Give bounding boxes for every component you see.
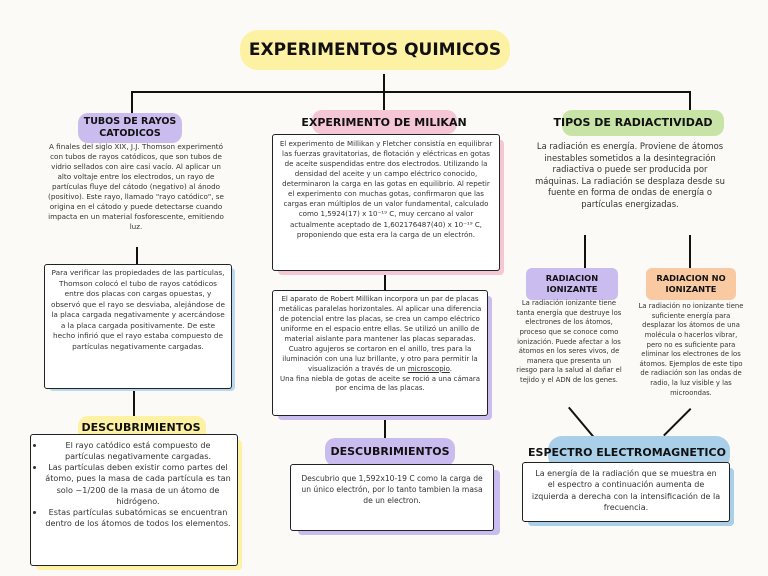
middle-apparatus-box xyxy=(272,290,488,416)
connector xyxy=(689,235,691,268)
list-item: • Estas partículas subatómicas se encuentran dentro de los átomos de todos los elementos. xyxy=(45,507,231,529)
middle-intro-text: El experimento de Millikan y Fletcher consistía en equilibrar las fuerzas gravitatorias, de flotación y eléctricas en gotas de aceite suspendidas entre dos electrodos. Utilizando la densidad del aceite y un campo eléctrico conocido, determinaron la carga en las gotas en equilibrio. Al repetir el experimento con muchas gotas, confirmaron que las cargas eran múltiplos de un valor fundamental, calculado como 1,5924(17) x 10⁻¹⁹ C, muy cercano al valor actualmente aceptado de 1,602176487(40) x 10⁻¹⁹ C, proponiendo que esta era la carga de un electrón. xyxy=(279,139,493,239)
connector xyxy=(383,74,385,92)
connector xyxy=(584,235,586,268)
middle-apparatus-text: El aparato de Robert Millikan incorpora un par de placas metálicas paralelas horizontales. Al aplicar una diferencia de potencial entre las placas, se crea un campo eléctrico uniforme en el espacio entre ellas. Se utilizó un anillo de material aislante para mantener las placas separadas. Cuatro agujeros se cortaron en el anillo, tres para la iluminación con una luz brillante, y otro para permitir la visualización a través de un microscopio. Una fina niebla de gotas de aceite se roció a una cámara por encima de las placas. xyxy=(278,295,482,393)
page-title: EXPERIMENTOS QUIMICOS xyxy=(248,40,502,60)
spectrum-box xyxy=(522,462,730,522)
microscope-link[interactable]: microscopio xyxy=(407,364,450,373)
spectrum-heading: ESPECTRO ELECTROMAGNETICO xyxy=(528,446,726,459)
left-heading: TUBOS DE RAYOS CATODICOS xyxy=(83,116,177,139)
connector xyxy=(131,91,690,93)
non-ionizing-text: La radiación no ionizante tiene suficiente energía para desplazar los átomos de una molécula o hacerlos vibrar, pero no es suficiente para eliminar los electrones de los átomos. Ejemplos de este tipo de radiación son las ondas de radio, la luz visible y las microondas. xyxy=(638,302,744,397)
left-discoveries-box xyxy=(30,434,238,566)
ionizing-heading: RADIACION IONIZANTE xyxy=(545,273,599,294)
left-intro-text: A finales del siglo XIX, J.J. Thomson experimentó con tubos de rayos catódicos, que son tubos de vidrio sellados con aire casi vacío. Al aplicar un alto voltaje entre los electrodos, un rayo de partículas fluye del cátodo (negativo) al ánodo (positivo). Este rayo, llamado "rayo catódico", se origina en el cátodo y puede detectarse cuando impacta en un material fosforescente, emitiendo luz. xyxy=(48,142,224,231)
left-detail-box xyxy=(44,264,232,389)
list-item: • Las partículas deben existir como partes del átomo, pues la masa de cada partícula es tan solo ~1/200 de la masa de un átomo de hidrógeno. xyxy=(45,462,231,507)
middle-heading: EXPERIMENTO DE MILIKAN xyxy=(301,116,467,129)
right-intro-text: La radiación es energía. Proviene de átomos inestables sometidos a la desintegración radiactiva o puede ser producida por máquinas. La radiación se desplaza desde su fuente en forma de ondas de energía o partículas energizadas. xyxy=(535,141,725,209)
ionizing-text: La radiación ionizante tiene tanta energía que destruye los electrones de los átomos, proceso que se conoce como ionización. Puede afectar a los átomos en los seres vivos, de manera que presenta un riesgo para la salud al dañar el tejido y el ADN de los genes. xyxy=(516,299,622,385)
connector xyxy=(568,407,594,437)
apparatus-text-a: El aparato de Robert Millikan incorpora un par de placas metálicas paralelas horizontales. Al aplicar una diferencia de potencial entre las placas, se crea un campo eléctrico uniforme en el espacio entre ellas. Se utilizó un anillo de material aislante para mantener las placas separadas. Cuatro agujeros se cortaron en el anillo, tres para la iluminación con una luz brillante, y otro para permitir la visualización a través de un xyxy=(278,295,482,373)
list-item: • El rayo catódico está compuesto de partículas negativamente cargadas. xyxy=(45,440,231,462)
left-discoveries-list xyxy=(31,435,237,529)
connector xyxy=(136,247,138,265)
middle-discoveries-heading: DESCUBRIMIENTOS xyxy=(330,445,450,458)
right-heading: TIPOS DE RADIACTIVIDAD xyxy=(553,116,713,129)
middle-discoveries-box xyxy=(290,464,494,531)
connector xyxy=(663,408,691,436)
apparatus-text-b: Una fina niebla de gotas de aceite se roció a una cámara por encima de las placas. xyxy=(279,374,481,393)
middle-intro-box xyxy=(272,134,500,271)
left-detail-text: Para verificar las propiedades de las partículas, Thomson colocó el tubo de rayos catódicos entre dos placas con cargas opuestas, y observó que el rayo se desviaba, alejándose de la placa cargada negativamente y acercándose a la placa cargada positivamente. De este hecho infirió que el rayo estaba compuesto de partículas negativamente cargadas. xyxy=(51,268,225,352)
non-ionizing-heading: RADIACION NO IONIZANTE xyxy=(656,273,726,294)
left-discoveries-heading: DESCUBRIMIENTOS xyxy=(81,421,201,434)
spectrum-text: La energía de la radiación que se muestra en el espectro a continuación aumenta de izquierda a derecha con la intensificación de la frecuencia. xyxy=(531,469,721,513)
middle-discoveries-text: Descubrio que 1,592x10-19 C como la carga de un único electrón, por lo tanto tambien la masa de un electron. xyxy=(301,474,483,505)
